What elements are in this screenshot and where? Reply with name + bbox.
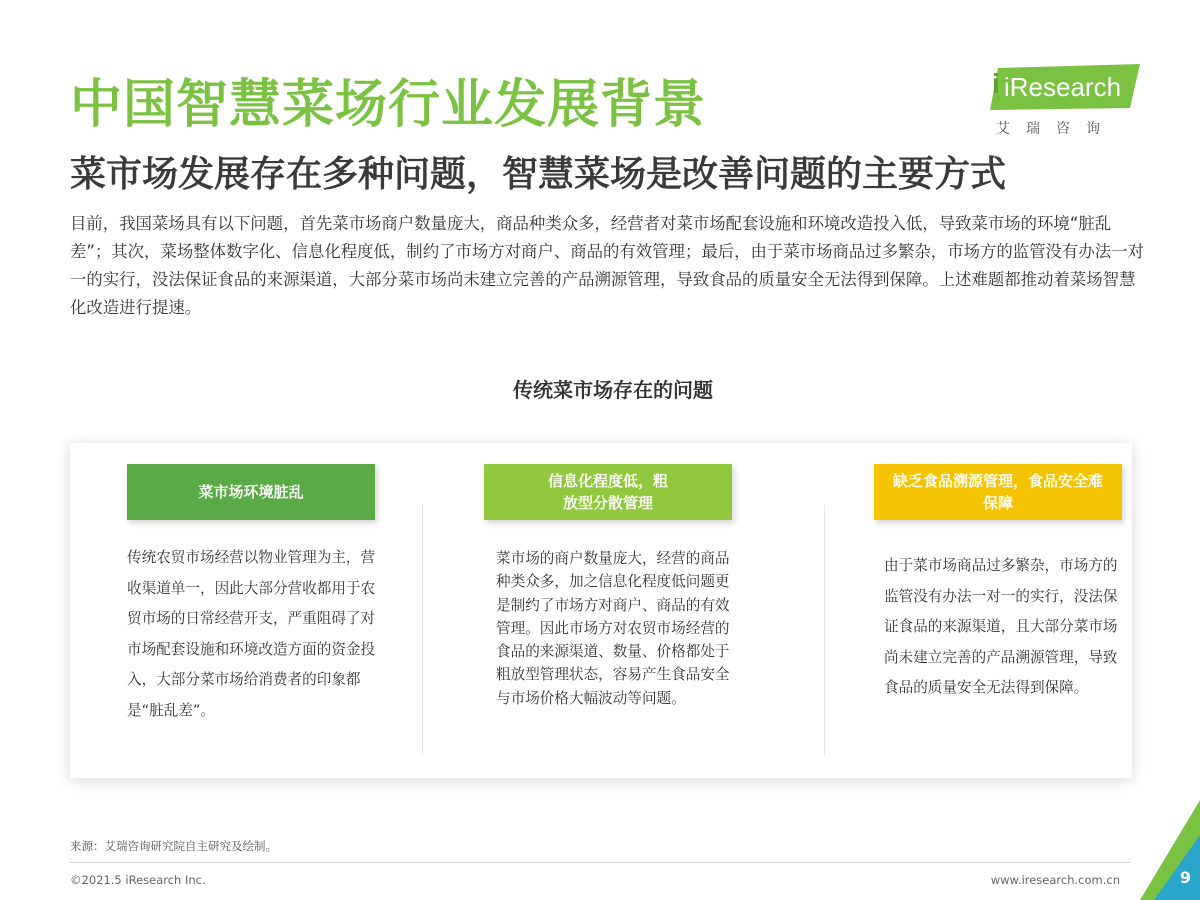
column-divider (824, 505, 825, 755)
page-subtitle: 菜市场发展存在多种问题，智慧菜场是改善问题的主要方式 (70, 154, 1007, 195)
section-title: 传统菜市场存在的问题 (513, 378, 713, 402)
column-description: 传统农贸市场经营以物业管理为主，营收渠道单一，因此大部分营收都用于农贸市场的日常经营开支，严重阻碍了对市场配套设施和环境改造方面的资金投入，大部分菜市场给消费者的印象都是“脏乱差”。 (127, 549, 376, 719)
corner-triangle-decoration (1140, 800, 1200, 900)
category-card-low-informatization (484, 464, 732, 520)
intro-paragraph: 目前，我国菜场具有以下问题，首先菜市场商户数量庞大，商品种类众多，经营者对菜市场配套设施和环境改造投入低，导致菜市场的环境“脏乱差”；其次，菜场整体数字化、信息化程度低，制约了市场方对商户、商品的有效管理；最后，由于菜市场商品过多繁杂，市场方的监管没有办法一对一的实行，没法保证食品的来源渠道，大部分菜市场尚未建立完善的产品溯源管理，导致食品的质量安全无法得到保障。上述难题都推动着菜场智慧化改造进行提速。 (70, 214, 1144, 317)
logo-i-mark: i (992, 68, 1000, 99)
page-number: 9 (1179, 868, 1191, 887)
column-description: 菜市场的商户数量庞大，经营的商品种类众多，加之信息化程度低问题更是制约了市场方对商户、商品的有效管理。因此市场方对农贸市场经营的食品的来源渠道、数量、价格都处于粗放型管理状态，容易产生食品安全与市场价格大幅波动等问题。 (496, 550, 730, 707)
category-card-dirty-environment (127, 464, 375, 520)
category-label: 信息化程度低，粗放型分散管理 (547, 472, 668, 512)
logo-chinese-name: 艾瑞咨询 (996, 121, 1116, 137)
footer-divider (70, 862, 1130, 863)
copyright-text: ©2021.5 iResearch Inc. (70, 873, 206, 887)
category-label: 菜市场环境脏乱 (198, 483, 304, 501)
category-label: 缺乏食品溯源管理，食品安全难保障 (892, 472, 1103, 512)
category-card-no-traceability (874, 464, 1122, 520)
source-note: 来源：艾瑞咨询研究院自主研究及绘制。 (70, 839, 277, 853)
page-title: 中国智慧菜场行业发展背景 (70, 75, 707, 135)
column-divider (422, 505, 423, 755)
iresearch-logo (990, 62, 1142, 142)
logo-brand-text: iResearch (1004, 72, 1122, 102)
website-url: www.iresearch.com.cn (990, 873, 1120, 887)
column-description: 由于菜市场商品过多繁杂，市场方的监管没有办法一对一的实行，没法保证食品的来源渠道，且大部分菜市场尚未建立完善的产品溯源管理，导致食品的质量安全无法得到保障。 (884, 557, 1118, 696)
